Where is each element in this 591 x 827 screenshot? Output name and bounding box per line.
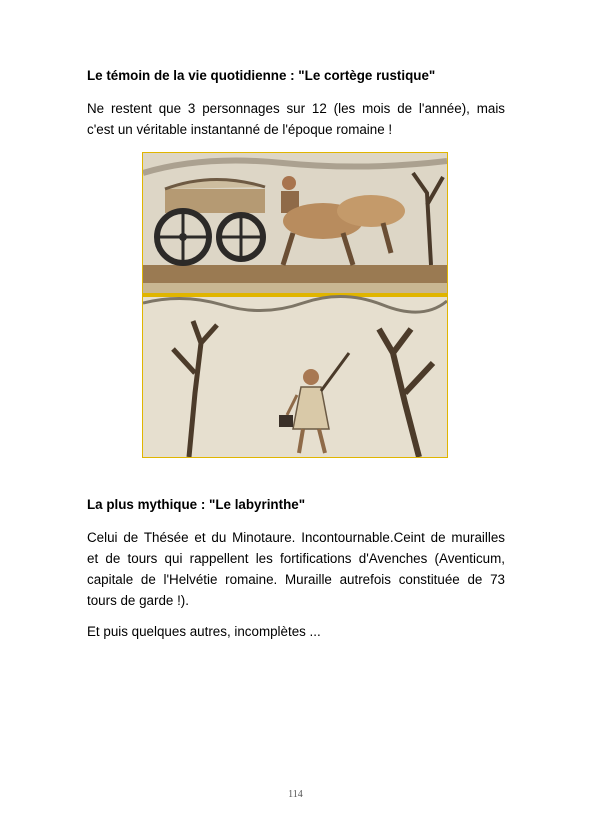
paragraph-line: capitale de l'Helvétie romaine. Muraille autrefois constituée de 73 <box>87 572 505 587</box>
paragraph-line: tours de garde !). <box>87 593 189 608</box>
figure-with-tools-mosaic-panel <box>143 296 447 457</box>
paragraph-closing <box>87 621 505 642</box>
paragraph-cortege <box>87 98 505 140</box>
paragraph-line: et de tours qui rappellent les fortifications d'Avenches (Aventicum, <box>87 551 505 566</box>
section-heading-labyrinthe: La plus mythique : "Le labyrinthe" <box>87 497 306 512</box>
ox-cart-mosaic-panel <box>143 153 447 295</box>
paragraph-line: Ne restent que 3 personnages sur 12 (les mois de l'année), mais <box>87 101 505 116</box>
paragraph-line: Celui de Thésée et du Minotaure. Incontournable.Ceint de murailles <box>87 530 505 545</box>
mosaic-photo-figure <box>142 152 448 458</box>
page-number: 114 <box>288 789 303 800</box>
mosaic-photo-illustration <box>143 153 447 457</box>
paragraph-labyrinthe <box>87 527 505 611</box>
paragraph-line: Et puis quelques autres, incomplètes ... <box>87 624 321 639</box>
section-heading-cortege: Le témoin de la vie quotidienne : "Le cortège rustique" <box>87 68 436 83</box>
paragraph-line: c'est un véritable instantanné de l'époque romaine ! <box>87 122 393 137</box>
